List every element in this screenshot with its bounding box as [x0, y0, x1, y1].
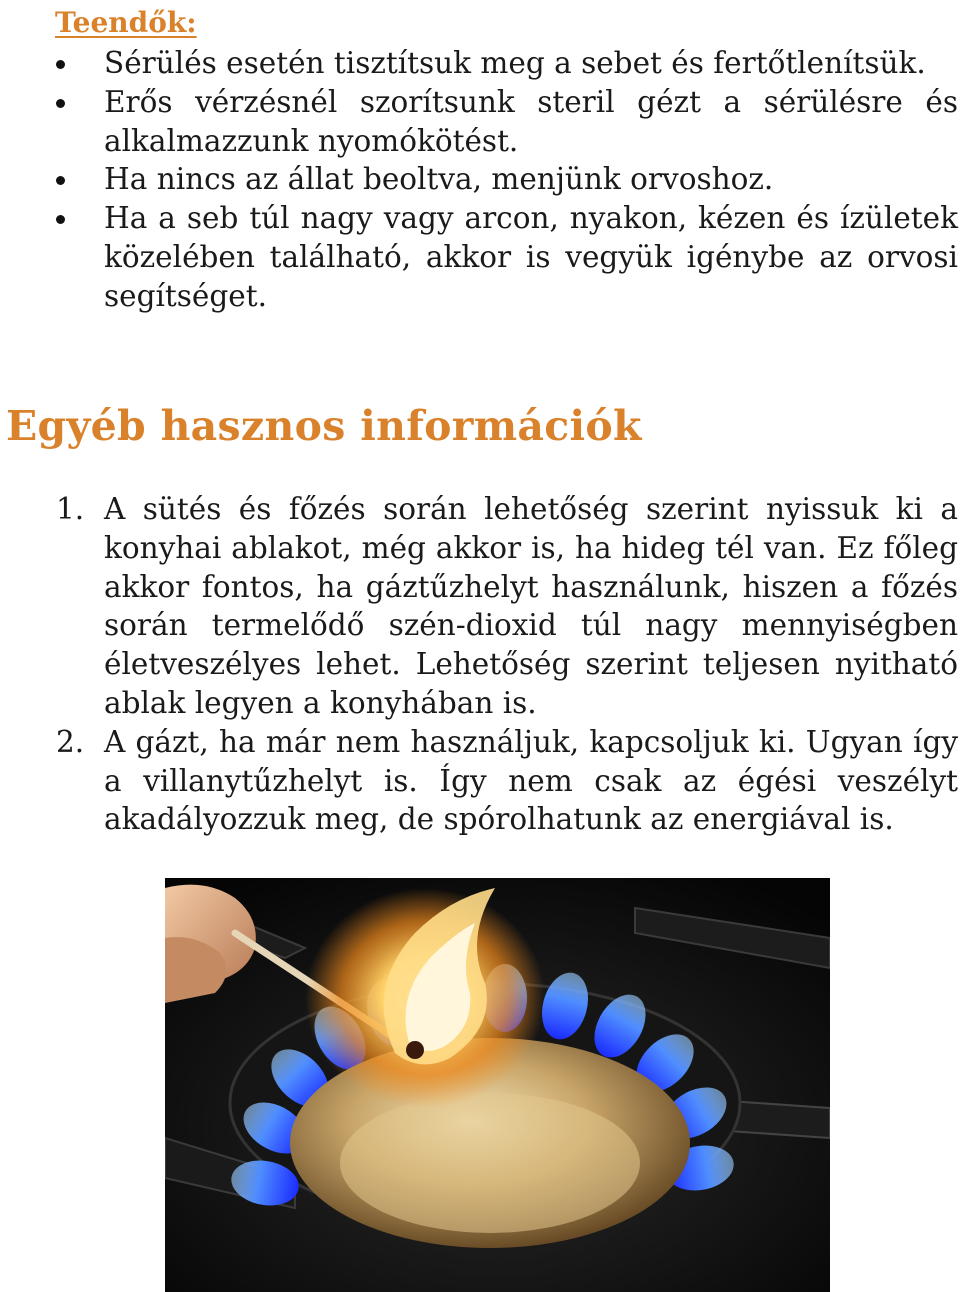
bullet-icon [56, 215, 65, 224]
match-flame [305, 888, 545, 1108]
list-number: 1. [56, 492, 85, 526]
list-item [0, 44, 960, 83]
list-item [0, 83, 960, 161]
info-heading: Egyéb hasznos információk [6, 402, 642, 450]
todo-list [0, 44, 960, 316]
list-item-text: A sütés és főzés során lehetőség szerint nyissuk ki a konyhai ablakot, még akkor is, ha hideg tél van. Ez főleg akkor fontos, ha gáztűzhelyt használunk, hiszen a főzés során termelődő szén-dioxid túl nagy mennyiségben életveszélyes lehet. Lehetőség szerint teljesen nyitható ablak legyen a konyhában is. [104, 492, 958, 720]
bullet-icon [56, 176, 65, 185]
list-item [0, 199, 960, 315]
list-item [0, 490, 960, 723]
gas-stove-photo [165, 878, 830, 1292]
list-item-text: Sérülés esetén tisztítsuk meg a sebet és fertőtlenítsük. [104, 46, 926, 80]
bullet-icon [56, 60, 65, 69]
list-number: 2. [56, 724, 85, 759]
todo-title: Teendők: [55, 6, 197, 39]
burner-cap-highlight [340, 1093, 640, 1233]
list-item-text: Ha a seb túl nagy vagy arcon, nyakon, kézen és ízületek közelében található, akkor is vegyük igénybe az orvosi segítséget. [104, 201, 958, 313]
list-item-text: Erős vérzésnél szorítsunk steril gézt a sérülésre és alkalmazzunk nyomókötést. [104, 84, 958, 158]
list-item-text: A gázt, ha már nem használjuk, kapcsoljuk ki. Ugyan így a villanytűzhelyt is. Így nem csak az égési veszélyt akadályozzuk meg, de spórolhatunk az energiával is. [104, 724, 958, 837]
bullet-icon [56, 99, 65, 108]
gas-burner-illustration [165, 878, 830, 1292]
match-head [406, 1041, 424, 1059]
list-item-text: Ha nincs az állat beoltva, menjünk orvoshoz. [104, 162, 774, 197]
list-item [0, 723, 960, 839]
info-list [0, 490, 960, 839]
list-item [0, 160, 960, 199]
